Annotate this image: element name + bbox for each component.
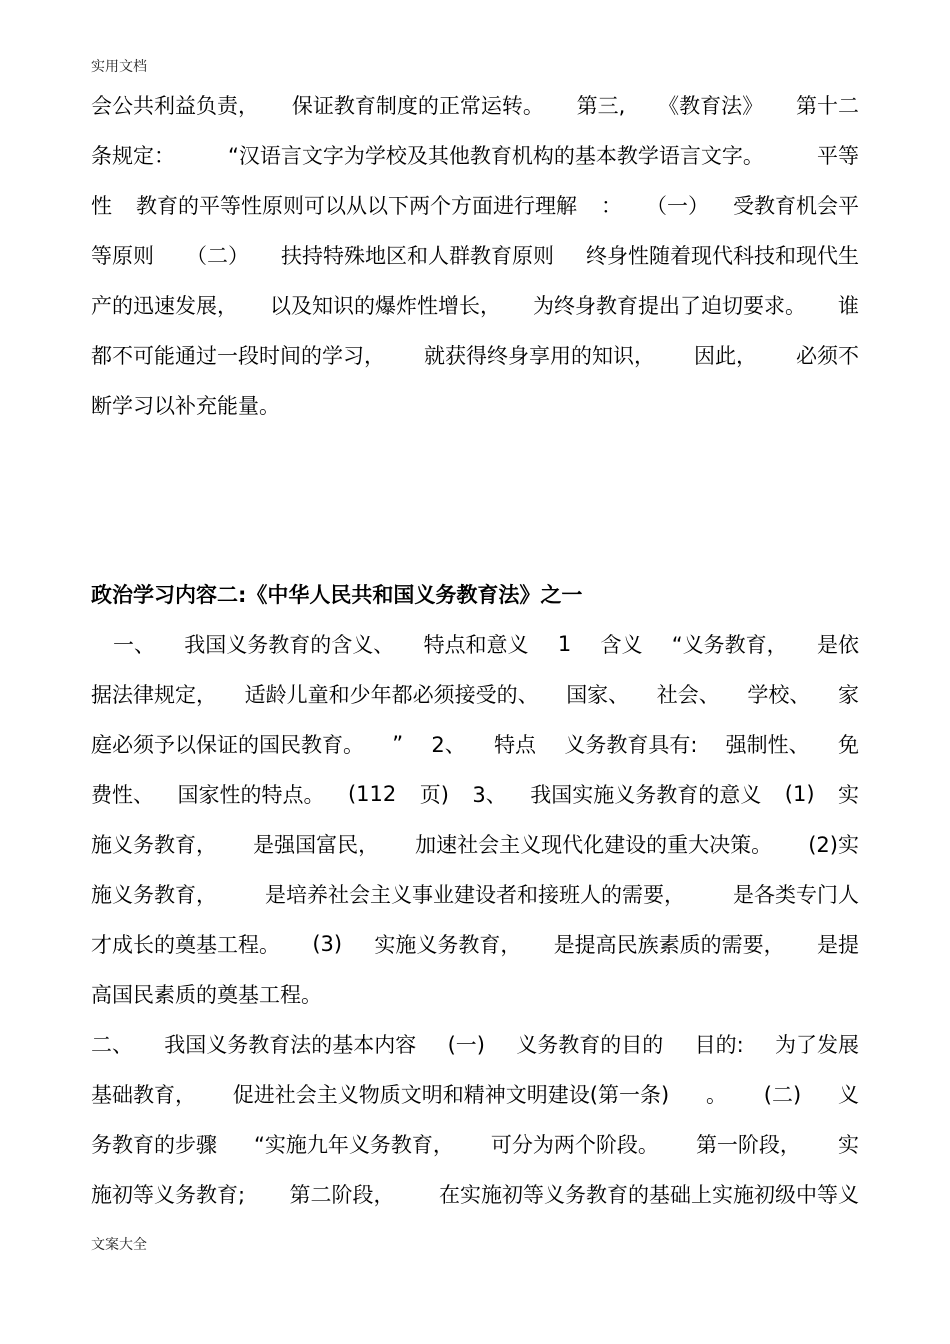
text-segment: “义务教育， <box>671 633 788 657</box>
text-segment: 费性、 <box>91 783 154 807</box>
text-segment: 强制性、 <box>725 733 810 757</box>
text-segment: 据法律规定， <box>91 683 217 707</box>
text-segment: 等原则 <box>91 244 154 268</box>
text-line <box>91 1119 859 1169</box>
page-footer-label: 文案大全 <box>91 1237 147 1253</box>
text-segment: 会公共利益负责， <box>91 94 259 118</box>
text-line <box>91 280 859 330</box>
text-segment: 断学习以补充能量。 <box>91 394 280 418</box>
text-segment: 基础教育， <box>91 1083 196 1107</box>
text-segment: 国家性的特点。 <box>177 783 325 807</box>
text-line <box>91 819 859 869</box>
text-segment: 施义务教育， <box>91 883 217 907</box>
text-segment: 我国义务教育法的基本内容 <box>164 1033 417 1057</box>
text-segment: 施初等义务教育; <box>91 1183 246 1207</box>
text-segment: 加速社会主义现代化建设的重大决策。 <box>415 833 773 857</box>
text-segment: (一) <box>447 1033 485 1057</box>
text-segment: 。 <box>705 1083 727 1107</box>
text-segment: ： <box>601 194 622 218</box>
text-segment: 施义务教育， <box>91 833 217 857</box>
text-segment: 是强国富民， <box>253 833 380 857</box>
text-line <box>91 80 859 130</box>
text-segment: 产的迅速发展， <box>91 294 238 318</box>
text-segment: 社会、 <box>656 683 720 707</box>
text-segment: 《教育法》 <box>658 94 764 118</box>
text-segment: 为终身教育提出了迫切要求。 <box>533 294 806 318</box>
text-segment: 3、 <box>472 783 507 807</box>
section-body <box>91 619 859 1219</box>
text-segment: 第一阶段， <box>695 1133 801 1157</box>
text-segment: 庭必须予以保证的国民教育。 <box>91 733 364 757</box>
paragraph-education-principles <box>91 80 859 430</box>
text-line <box>91 669 859 719</box>
text-segment: 国家、 <box>566 683 630 707</box>
text-segment: 是培养社会主义事业建设者和接班人的需要， <box>265 883 685 907</box>
text-segment: (112 <box>347 782 397 806</box>
text-segment: 高国民素质的奠基工程。 <box>91 983 322 1007</box>
text-segment: 免 <box>837 733 859 757</box>
text-segment: “汉语言文字为学校及其他教育机构的基本教学语言文字。 <box>228 144 764 168</box>
text-segment: 特点 <box>494 733 537 757</box>
text-segment: 第二阶段， <box>289 1183 395 1207</box>
text-segment: 家 <box>837 683 859 707</box>
text-segment: 学校、 <box>747 683 811 707</box>
text-segment: 在实施初等义务教育的基础上实施初级中等义 <box>438 1183 859 1207</box>
text-segment: 都不可能通过一段时间的学习， <box>91 344 385 368</box>
text-line <box>91 869 859 919</box>
text-segment: (3) <box>312 932 343 956</box>
text-segment: 二、 <box>91 1033 133 1057</box>
section-compulsory-education-law <box>91 569 859 1219</box>
text-segment: 目的: <box>694 1033 744 1057</box>
text-segment: 是提 <box>817 933 859 957</box>
text-segment: 保证教育制度的正常运转。 <box>291 94 544 118</box>
text-segment: 终身性随着现代科技和现代生 <box>586 244 859 268</box>
text-segment: 谁 <box>838 294 859 318</box>
text-segment: 第十二 <box>796 94 859 118</box>
text-segment: 平等 <box>816 144 859 168</box>
text-segment: 促进社会主义物质文明和精神文明建设(第一条) <box>232 1083 670 1107</box>
text-segment: 义务教育的目的 <box>516 1033 664 1057</box>
text-line <box>91 1019 859 1069</box>
page-header-label: 实用文档 <box>91 59 147 75</box>
text-segment: ” <box>392 732 404 756</box>
text-segment: 教育的平等性原则可以从以下两个方面进行理解 <box>136 194 577 218</box>
text-line <box>91 619 859 669</box>
text-segment: （二） <box>186 244 249 268</box>
text-segment: 是提高民族素质的需要， <box>553 933 785 957</box>
text-segment: “实施九年义务教育， <box>254 1133 454 1157</box>
text-segment: 义务教育具有: <box>564 733 698 757</box>
text-segment: （一） <box>646 194 709 218</box>
text-segment: 适龄儿童和少年都必须接受的、 <box>244 683 539 707</box>
text-segment: 就获得终身享用的知识， <box>424 344 655 368</box>
text-line <box>91 1069 859 1119</box>
text-segment: 性 <box>91 194 112 218</box>
text-segment: 受教育机会平 <box>733 194 859 218</box>
text-line <box>91 130 859 180</box>
text-segment: 必须不 <box>796 344 859 368</box>
text-segment: 是依 <box>816 633 859 657</box>
text-segment: 可分为两个阶段。 <box>490 1133 659 1157</box>
text-segment: 2、 <box>431 733 466 757</box>
text-line <box>91 969 859 1019</box>
text-segment: (二) <box>763 1083 802 1107</box>
section-title: 政治学习内容二:《中华人民共和国义务教育法》之一 <box>91 583 583 607</box>
text-line <box>91 180 859 230</box>
text-segment: 我国义务教育的含义、 <box>184 633 395 657</box>
text-line <box>91 230 859 280</box>
text-segment: 为了发展 <box>774 1033 859 1057</box>
text-segment: 1 <box>557 632 572 656</box>
text-line <box>91 719 859 769</box>
text-segment: 实 <box>837 1133 859 1157</box>
text-segment: 特点和意义 <box>423 633 529 657</box>
text-segment: (2)实 <box>808 833 859 857</box>
text-line <box>91 919 859 969</box>
text-segment: 第三, <box>576 94 626 118</box>
text-segment: 因此， <box>694 344 757 368</box>
text-segment: 实施义务教育， <box>374 933 522 957</box>
text-segment: 以及知识的爆炸性增长， <box>270 294 501 318</box>
text-segment: 是各类专门人 <box>733 883 859 907</box>
text-segment: 才成长的奠基工程。 <box>91 933 280 957</box>
text-line <box>91 330 859 380</box>
text-segment: 务教育的步骤 <box>91 1133 217 1157</box>
text-segment: 页) <box>419 783 449 807</box>
text-segment: 我国实施义务教育的意义 <box>530 783 762 807</box>
text-segment: 义 <box>837 1083 859 1107</box>
text-segment: 含义 <box>600 633 643 657</box>
text-segment: 实 <box>838 783 859 807</box>
text-line <box>91 769 859 819</box>
text-segment: 一、 <box>113 633 155 657</box>
text-segment: 扶持特殊地区和人群教育原则 <box>281 244 554 268</box>
text-line <box>91 380 859 430</box>
text-segment: (1) <box>784 782 815 806</box>
text-line <box>91 1169 859 1219</box>
text-segment: 条规定： <box>91 144 175 168</box>
